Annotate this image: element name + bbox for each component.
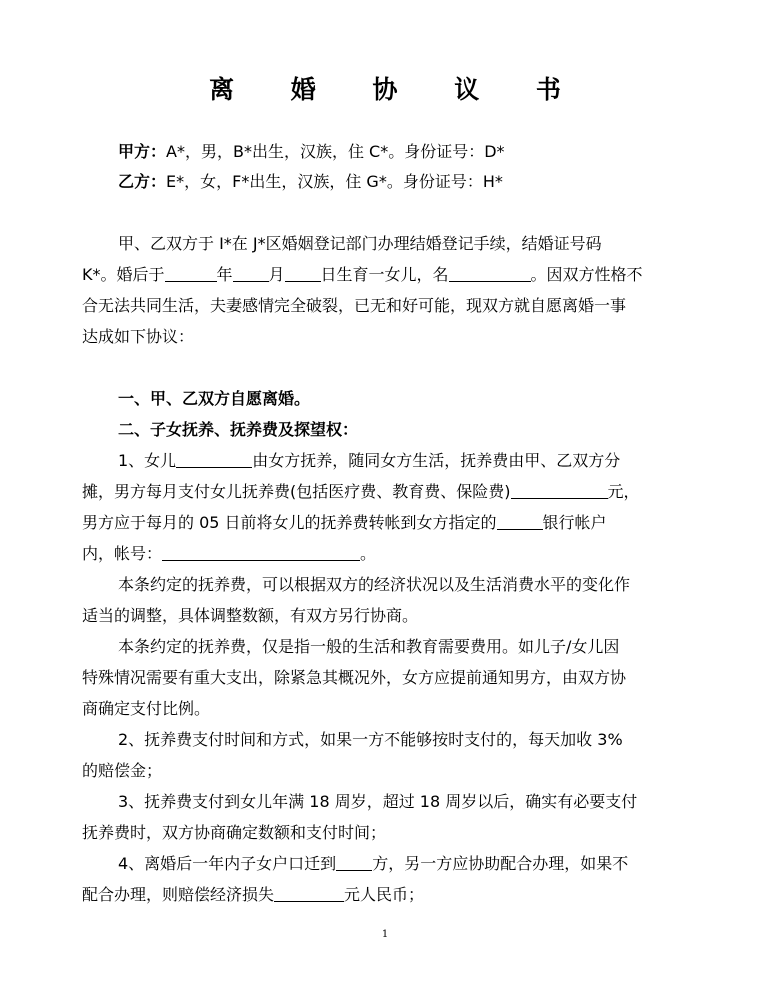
item-4-line-1: [118, 853, 702, 875]
party-b-text: E*，女，F*出生，汉族，住 G*。身份证号：H*: [166, 172, 503, 191]
blank-party: [336, 854, 372, 871]
blank-year: [165, 265, 217, 282]
item-1-line-4: [82, 543, 702, 565]
blank-amount: [511, 482, 608, 499]
general-line-1: 本条约定的抚养费，仅是指一般的生活和教育需要费用。如儿子/女儿因: [118, 637, 620, 656]
document-title: 离 婚 协 议 书: [209, 75, 585, 104]
item-text: 。: [360, 544, 377, 563]
item-text: 内，帐号：: [82, 544, 163, 563]
intro-line-1: 甲、乙双方于 I*在 J*区婚姻登记部门办理结婚登记手续，结婚证号码: [118, 234, 602, 253]
intro-text: 。因双方性格不: [530, 265, 643, 284]
party-a-line: [118, 141, 702, 163]
party-a-text: A*，男，B*出生，汉族，住 C*。身份证号：D*: [166, 142, 505, 161]
section-1-heading: 一、甲、乙双方自愿离婚。: [118, 389, 311, 408]
intro-line-2: [82, 264, 702, 286]
item-2-line-1: 2、抚养费支付时间和方式，如果一方不能够按时支付的，每天加收 3%: [118, 730, 623, 749]
item-1-line-1: [118, 450, 702, 472]
blank-daughter-name: [449, 265, 531, 282]
page-number: 1: [381, 929, 389, 940]
adjust-line-2: 适当的调整，具体调整数额，有双方另行协商。: [82, 606, 419, 625]
item-3-line-1: 3、抚养费支付到女儿年满 18 周岁，超过 18 周岁以后，确实有必要支付: [118, 792, 638, 811]
item-3-line-2: 抚养费时，双方协商确定数额和支付时间；: [82, 823, 387, 842]
intro-text: 月: [268, 265, 285, 284]
party-b-line: [118, 171, 702, 193]
general-line-3: 商确定支付比例。: [82, 699, 211, 718]
item-2-line-2: 的赔偿金；: [82, 761, 163, 780]
intro-text: 年: [216, 265, 233, 284]
blank-account-number: [162, 544, 360, 561]
general-line-2: 特殊情况需要有重大支出，除紧急其概况外，女方应提前通知男方，由双方协: [82, 668, 627, 687]
intro-line-3: 合无法共同生活，夫妻感情完全破裂，已无和好可能，现双方就自愿离婚一事: [82, 296, 627, 315]
item-text: 银行帐户: [542, 513, 607, 532]
item-1-line-2: [82, 481, 702, 503]
item-text: 4、离婚后一年内子女户口迁到: [118, 854, 337, 873]
item-text: 元人民币；: [344, 885, 425, 904]
intro-text: K*。婚后于: [82, 265, 165, 284]
item-text: 摊，男方每月支付女儿抚养费(包括医疗费、教育费、保险费): [82, 482, 511, 501]
adjust-line-1: 本条约定的抚养费，可以根据双方的经济状况以及生活消费水平的变化作: [118, 575, 631, 594]
blank-compensation: [274, 885, 344, 902]
blank-month: [233, 265, 269, 282]
item-text: 方，另一方应协助配合办理，如果不: [372, 854, 629, 873]
item-text: 元，: [607, 482, 640, 501]
section-2-heading: 二、子女抚养、抚养费及探望权：: [118, 420, 359, 439]
intro-text: 日生育一女儿，名: [320, 265, 449, 284]
blank-bank: [497, 513, 543, 530]
party-b-label: 乙方：: [118, 172, 167, 191]
intro-line-4: 达成如下协议：: [82, 327, 195, 346]
blank-daughter: [176, 451, 252, 468]
item-text: 男方应于每月的 05 日前将女儿的抚养费转帐到女方指定的: [82, 513, 497, 532]
item-1-line-3: [82, 512, 702, 534]
item-text: 1、女儿: [118, 451, 177, 470]
item-4-line-2: [82, 884, 702, 906]
item-text: 配合办理，则赔偿经济损失: [82, 885, 275, 904]
blank-day: [285, 265, 321, 282]
item-text: 由女方抚养，随同女方生活，抚养费由甲、乙双方分: [252, 451, 621, 470]
party-a-label: 甲方：: [118, 142, 167, 161]
